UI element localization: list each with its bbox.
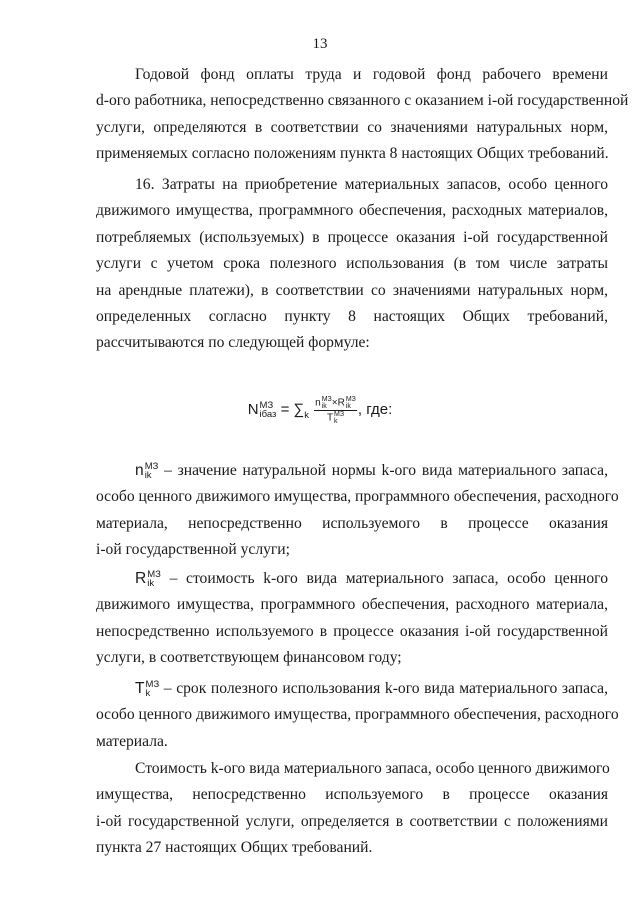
text-line: движимого имущества, программного обеспечения, расходного материала, bbox=[96, 596, 608, 614]
text-line: потребляемых (используемых) в процессе оказания i-ой государственной bbox=[96, 228, 608, 246]
text-line: материала, непосредственно используемого в процессе оказания bbox=[96, 514, 608, 532]
text-line: услуги, определяются в соответствии со значениями натуральных норм, bbox=[96, 118, 608, 136]
text-line: i-ой государственной услуги, определяется в соответствии с положениями bbox=[96, 812, 608, 830]
formula bbox=[0, 390, 640, 430]
text-line: 16. Затраты на приобретение материальных запасов, особо ценного bbox=[135, 176, 608, 193]
text-line: i-ой государственной услуги; bbox=[96, 541, 290, 559]
symbol-n: n МЗ ik bbox=[135, 460, 159, 481]
text-line: особо ценного движимого имущества, программного обеспечения, расходного bbox=[96, 488, 619, 506]
page-number: 13 bbox=[312, 36, 328, 52]
paragraph-item-16 bbox=[96, 172, 608, 357]
paragraph-cost bbox=[96, 756, 608, 862]
text-line: Стоимость k-ого вида материального запаса, особо ценного движимого bbox=[135, 760, 610, 777]
text-line: пункта 27 настоящих Общих требований. bbox=[96, 839, 373, 857]
formula-numerator: n МЗ ik ×R МЗ ik bbox=[315, 395, 356, 410]
formula-equals: = bbox=[280, 401, 290, 418]
text-line: T МЗ k – срок полезного использования k-ого вида материального запаса, bbox=[135, 678, 609, 699]
symbol-r: R МЗ ik bbox=[135, 568, 161, 589]
text-line: услуги, в соответствующем финансовом году; bbox=[96, 649, 402, 667]
definition-n bbox=[96, 458, 619, 564]
text-line: применяемых согласно положениям пункта 8 настоящих Общих требований. bbox=[96, 145, 609, 163]
formula-lhs: N МЗ iбаз bbox=[247, 400, 277, 421]
definition-r bbox=[96, 566, 608, 672]
text-line: движимого имущества, программного обеспечения, расходных материалов, bbox=[96, 202, 608, 220]
definition-t bbox=[96, 676, 619, 755]
formula-tail: , где: bbox=[357, 401, 393, 418]
text-line: особо ценного движимого имущества, программного обеспечения, расходного bbox=[96, 706, 619, 724]
text-line: d-ого работника, непосредственно связанного с оказанием i-ой государственной bbox=[96, 92, 629, 110]
text-line: определенных согласно пункту 8 настоящих Общих требований, bbox=[96, 307, 608, 325]
symbol-t: T МЗ k bbox=[135, 678, 160, 699]
text-line: имущества, непосредственно используемого в процессе оказания bbox=[96, 786, 608, 804]
text-line: рассчитываются по следующей формуле: bbox=[96, 334, 370, 352]
formula-fraction bbox=[314, 396, 357, 425]
paragraph-wage-fund bbox=[96, 62, 629, 168]
formula-sum: $\sum_k$ bbox=[293, 401, 309, 421]
text-line: Годовой фонд оплаты труда и годовой фонд рабочего времени bbox=[135, 66, 608, 83]
formula-denominator: T МЗ k bbox=[326, 410, 345, 425]
text-line: R МЗ ik – стоимость k-ого вида материального запаса, особо ценного bbox=[135, 568, 608, 589]
text-line: на арендные платежи), в соответствии со значениями натуральных норм, bbox=[96, 281, 608, 299]
text-line: материала. bbox=[96, 732, 168, 750]
text-line: услуги с учетом срока полезного использования (в том числе затраты bbox=[96, 255, 608, 273]
text-line: n МЗ ik – значение натуральной нормы k-ого вида материального запаса, bbox=[135, 460, 608, 481]
text-line: непосредственно используемого в процессе оказания i-ой государственной bbox=[96, 622, 608, 640]
